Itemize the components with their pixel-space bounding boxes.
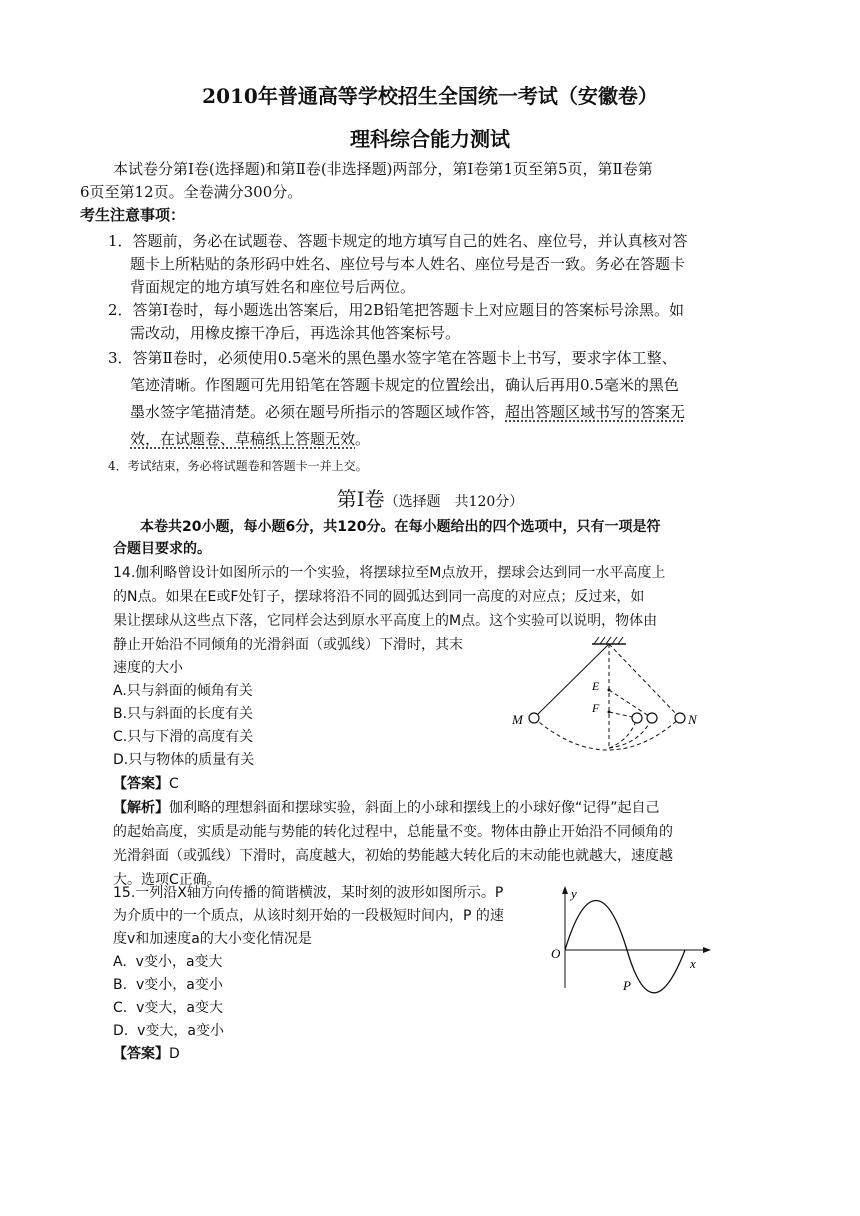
wave-label-x: x — [690, 956, 696, 971]
notice-heading: 考生注意事项： — [80, 206, 186, 224]
q14-analysis-label: 【解析】 — [113, 800, 169, 816]
notice-item-3-line-4 — [130, 428, 370, 450]
pendulum-label-n: N — [688, 712, 697, 727]
q14-option-d: D.只与物体的质量有关 — [113, 752, 255, 768]
section-title — [0, 483, 860, 512]
q14-analysis-line-1 — [113, 797, 660, 819]
notice-item-1-line-1: 1．答题前，务必在试题卷、答题卡规定的地方填写自己的姓名、座位号，并认真核对答 — [108, 232, 688, 250]
section-title-sub: （选择题 共120分） — [384, 494, 524, 510]
q14-option-c: C.只与下滑的高度有关 — [113, 729, 254, 745]
q15-line-3: 度v和加速度a的大小变化情况是 — [113, 931, 312, 947]
q15-option-a: A. v变小，a变大 — [113, 954, 223, 970]
q14-line-1: 14.伽利略曾设计如图所示的一个实验，将摆球拉至M点放开，摆球会达到同一水平高度上 — [113, 565, 666, 581]
q15-answer-label: 【答案】 — [113, 1046, 169, 1062]
q14-analysis-line-2: 的起始高度，实质是动能与势能的转化过程中，总能量不变。物体由静止开始沿不同倾角的 — [113, 824, 673, 840]
q14-option-b: B.只与斜面的长度有关 — [113, 706, 254, 722]
pendulum-figure — [500, 632, 715, 762]
q14-line-4: 静止开始沿不同倾角的光滑斜面（或弧线）下滑时，其末 — [113, 637, 463, 653]
notice-item-3-line-3-emph: 超出答题区域书写的答案无 — [505, 403, 686, 421]
notice-item-2-line-1: 2．答第Ⅰ卷时，每小题选出答案后，用2B铅笔把答题卡上对应题目的答案标号涂黑。如 — [108, 301, 685, 319]
pendulum-label-f: F — [592, 701, 600, 715]
notice-item-3-line-1: 3．答第Ⅱ卷时，必须使用0.5毫米的黑色墨水签字笔在答题卡上书写，要求字体工整、 — [108, 349, 677, 367]
q14-analysis-line-4: 大。选项C正确。 — [113, 872, 221, 888]
notice-item-3-line-2: 笔迹清晰。作图题可先用铅笔在答题卡规定的位置绘出，确认后再用0.5毫米的黑色 — [130, 376, 679, 394]
section-title-main: 第Ⅰ卷 — [336, 487, 385, 511]
q14-answer-value: C — [169, 776, 179, 792]
section-desc-line-1: 本卷共20小题，每小题6分，共120分。在每小题给出的四个选项中，只有一项是符 — [140, 519, 661, 535]
notice-item-1-line-3: 背面规定的地方填写姓名和座位号后两位。 — [130, 278, 416, 296]
notice-item-3-line-3-a: 墨水签字笔描清楚。必须在题号所指示的答题区域作答， — [130, 403, 506, 421]
q15-line-2: 为介质中的一个质点，从该时刻开始的一段极短时间内，P 的速 — [113, 908, 504, 924]
q14-analysis-text-1: 伽利略的理想斜面和摆球实验，斜面上的小球和摆线上的小球好像“记得”起自己 — [169, 800, 660, 816]
pendulum-label-m: M — [512, 712, 523, 727]
q15-line-1: 15.一列沿X轴方向传播的简谐横波，某时刻的波形如图所示。P — [113, 885, 504, 901]
wave-figure — [545, 884, 715, 994]
q14-line-3: 果让摆球从这些点下落，它同样会达到原水平高度上的M点。这个实验可以说明，物体由 — [113, 613, 658, 629]
notice-item-4: 4．考试结束，务必将试题卷和答题卡一并上交。 — [108, 459, 368, 473]
q14-analysis-line-3: 光滑斜面（或弧线）下滑时，高度越大，初始的势能越大转化后的末动能也就越大，速度越 — [113, 848, 673, 864]
wave-label-o: O — [551, 946, 561, 961]
pendulum-label-e: E — [592, 679, 600, 693]
q15-option-b: B. v变小，a变小 — [113, 977, 223, 993]
q14-option-a: A.只与斜面的倾角有关 — [113, 683, 253, 699]
q15-option-c: C. v变大，a变大 — [113, 1000, 223, 1016]
q15-option-d: D. v变大，a变小 — [113, 1023, 224, 1039]
notice-item-1-line-2: 题卡上所粘贴的条形码中姓名、座位号与本人姓名、座位号是否一致。务必在答题卡 — [130, 255, 686, 273]
section-desc-line-2: 合题目要求的。 — [113, 541, 211, 557]
notice-item-3-line-4-end: 。 — [355, 430, 371, 448]
wave-label-p: P — [623, 978, 631, 993]
page-subtitle: 理科综合能力测试 — [350, 127, 510, 151]
notice-item-3-line-4-emph: 效，在试题卷、草稿纸上答题无效 — [130, 430, 356, 448]
notice-item-3-line-3 — [130, 401, 685, 423]
q14-answer-label: 【答案】 — [113, 776, 169, 792]
q15-answer — [113, 1043, 180, 1065]
q15-answer-value: D — [169, 1046, 180, 1062]
q14-line-2: 的N点。如果在E或F处钉子，摆球将沿不同的圆弧达到同一高度的对应点；反过来，如 — [113, 589, 645, 605]
q14-answer — [113, 773, 179, 795]
intro-line-1: 本试卷分第Ⅰ卷(选择题)和第Ⅱ卷(非选择题)两部分，第Ⅰ卷第1页至第5页，第Ⅱ卷第 — [113, 160, 653, 178]
notice-item-2-line-2: 需改动，用橡皮擦干净后，再选涂其他答案标号。 — [130, 324, 461, 342]
wave-label-y: y — [571, 886, 577, 901]
intro-line-2: 6页至第12页。全卷满分300分。 — [80, 183, 303, 201]
q14-line-5: 速度的大小 — [113, 660, 183, 676]
page-title: 2010年普通高等学校招生全国统一考试（安徽卷） — [202, 84, 658, 108]
